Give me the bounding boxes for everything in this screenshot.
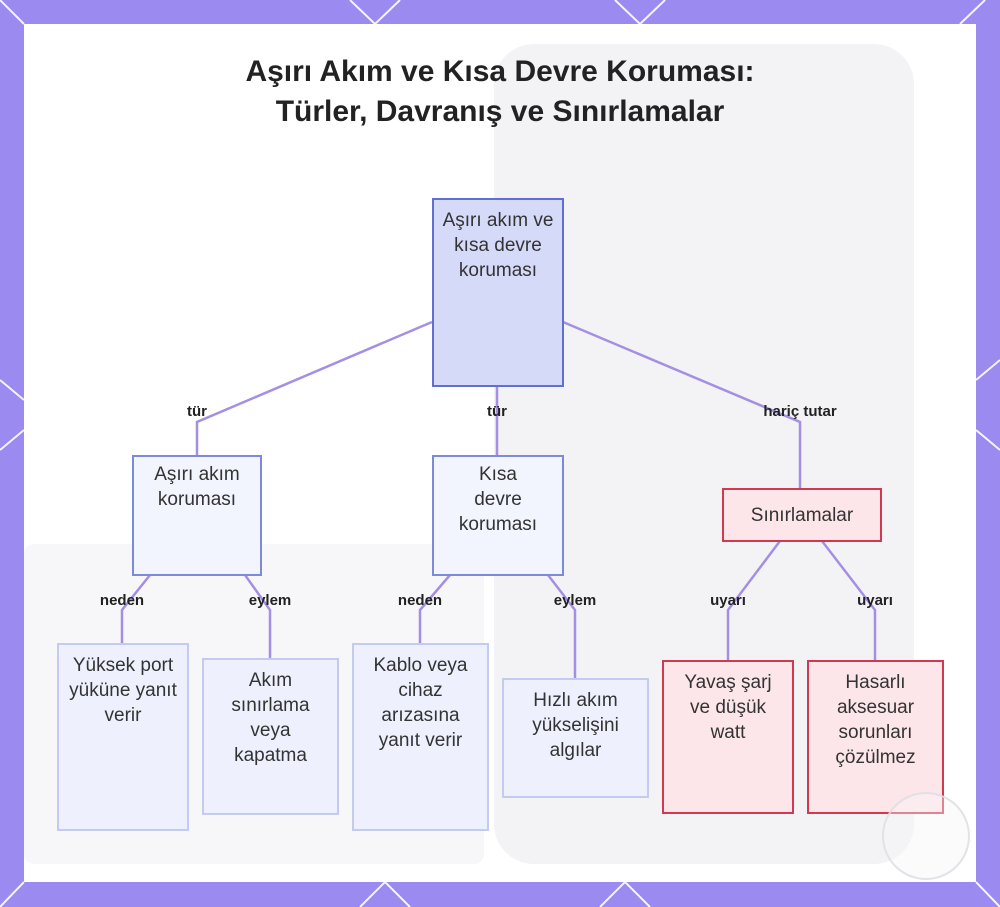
edge-label-lim-1: uyarı bbox=[710, 592, 746, 609]
node-limitation-2-label: Hasarlı aksesuar sorunları çözülmez bbox=[835, 672, 916, 768]
node-sc-action-label: Hızlı akım yükselişini algılar bbox=[532, 690, 619, 761]
node-oc-cause-label: Yüksek port yüküne yanıt verir bbox=[69, 655, 177, 726]
node-limitation-2 bbox=[807, 660, 944, 814]
edge-label-sc-action: eylem bbox=[553, 592, 597, 609]
edge-sc-cause bbox=[420, 575, 450, 644]
node-root bbox=[432, 198, 564, 387]
title-line-2: Türler, Davranış ve Sınırlamalar bbox=[275, 95, 725, 128]
edge-sc-action bbox=[548, 575, 575, 679]
node-short-circuit bbox=[432, 455, 564, 576]
node-oc-action-label: Akım sınırlama veya kapatma bbox=[231, 670, 310, 766]
edge-root-overcurrent bbox=[197, 322, 432, 456]
node-limitations bbox=[722, 488, 882, 542]
node-oc-action bbox=[202, 658, 339, 815]
edge-label-lim-2: uyarı bbox=[857, 592, 893, 609]
node-overcurrent bbox=[132, 455, 262, 576]
node-limitation-1-label: Yavaş şarj ve düşük watt bbox=[684, 672, 772, 743]
edge-label-oc-cause: neden bbox=[99, 592, 145, 609]
node-oc-cause bbox=[57, 643, 189, 831]
node-root-label: Aşırı akım ve kısa devre koruması bbox=[442, 210, 554, 281]
edge-label-root-short-circuit: tür bbox=[487, 403, 507, 420]
edge-oc-cause bbox=[122, 575, 150, 644]
title-line-1: Aşırı Akım ve Kısa Devre Koruması: bbox=[245, 55, 755, 88]
watermark-logo bbox=[882, 792, 970, 880]
edge-label-root-overcurrent: tür bbox=[187, 403, 207, 420]
edge-oc-action bbox=[245, 575, 270, 659]
node-limitations-label: Sınırlamalar bbox=[750, 504, 854, 526]
node-sc-action bbox=[502, 678, 649, 798]
node-overcurrent-label: Aşırı akım koruması bbox=[154, 464, 240, 510]
edge-label-root-limitations: hariç tutar bbox=[763, 403, 837, 420]
node-sc-cause bbox=[352, 643, 489, 831]
node-limitation-1 bbox=[662, 660, 794, 814]
node-short-circuit-label: Kısa devre koruması bbox=[458, 464, 538, 535]
edge-label-sc-cause: neden bbox=[397, 592, 443, 609]
edge-label-oc-action: eylem bbox=[248, 592, 292, 609]
node-sc-cause-label: Kablo veya cihaz arızasına yanıt verir bbox=[373, 655, 468, 751]
